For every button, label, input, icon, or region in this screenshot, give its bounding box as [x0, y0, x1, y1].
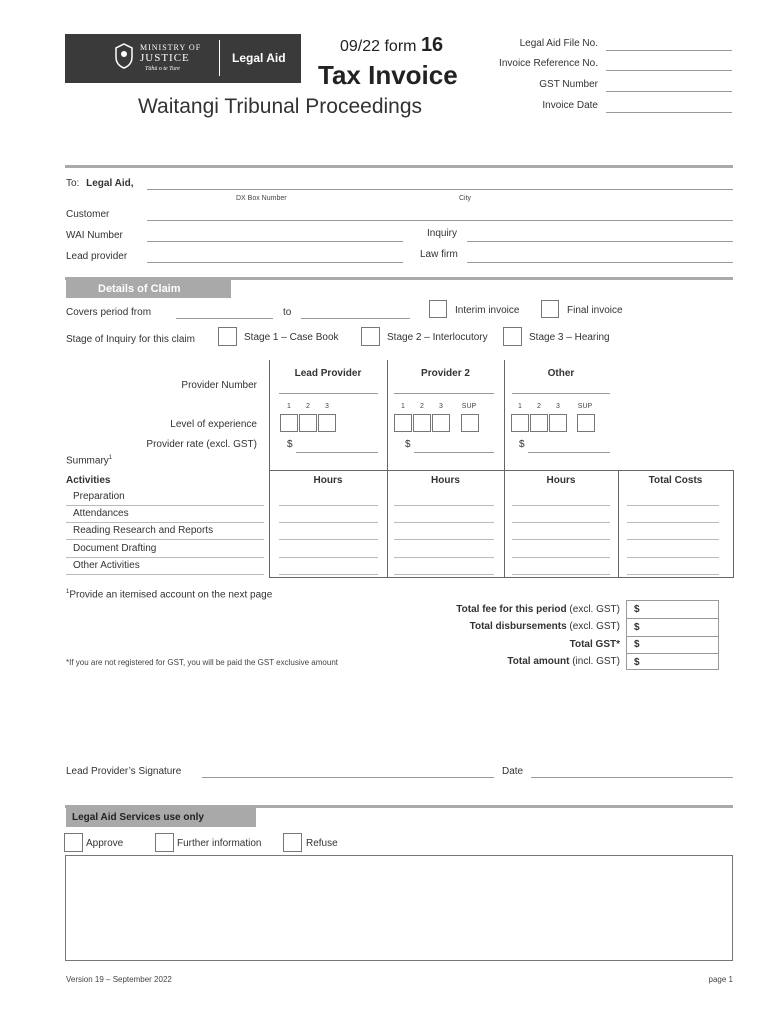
p2-level-sup: SUP	[461, 403, 477, 410]
activity-5-other-field[interactable]	[512, 574, 610, 575]
p2-level-3: 3	[439, 403, 443, 410]
provider2-number-field[interactable]	[394, 393, 494, 394]
totals-box	[626, 600, 719, 670]
other-level-2: 2	[537, 403, 541, 410]
interim-invoice-checkbox[interactable]	[429, 300, 447, 318]
grid-hline-top	[269, 470, 734, 471]
grid-vline-3	[504, 360, 505, 578]
stage-3-checkbox[interactable]	[503, 327, 522, 346]
activity-4-p2-field[interactable]	[394, 557, 494, 558]
period-from-field[interactable]	[176, 318, 273, 319]
further-info-checkbox[interactable]	[155, 833, 174, 852]
activity-preparation: Preparation	[73, 491, 125, 502]
total-amount-label	[380, 656, 620, 667]
activities-heading: Activities	[66, 475, 111, 486]
customer-label: Customer	[66, 209, 110, 220]
other-level-2-checkbox[interactable]	[530, 414, 548, 432]
page-title: Tax Invoice	[318, 60, 458, 90]
header-divider	[65, 165, 733, 168]
itemised-footnote	[66, 589, 272, 600]
activity-4-lead-field[interactable]	[279, 557, 378, 558]
activity-3-other-field[interactable]	[512, 539, 610, 540]
p2-level-3-checkbox[interactable]	[432, 414, 450, 432]
lead-level-3-checkbox[interactable]	[318, 414, 336, 432]
activity-5-total-field[interactable]	[627, 574, 719, 575]
period-to-field[interactable]	[301, 318, 410, 319]
crest-icon	[113, 42, 135, 70]
lead-rate-currency: $	[287, 439, 293, 450]
total-fee-note: (excl. GST)	[566, 604, 620, 615]
other-level-1-checkbox[interactable]	[511, 414, 529, 432]
grid-vline-4	[618, 471, 619, 578]
activity-label-underline	[66, 522, 264, 523]
grid-hline-bottom	[269, 577, 734, 578]
org-name-line2: JUSTICE	[140, 52, 190, 64]
p2-level-2-checkbox[interactable]	[413, 414, 431, 432]
activity-1-total-field[interactable]	[627, 505, 719, 506]
stage-2-checkbox[interactable]	[361, 327, 380, 346]
col-provider-2: Provider 2	[421, 368, 470, 379]
gst-number-field[interactable]	[606, 91, 732, 92]
logo-divider	[219, 40, 220, 76]
other-level-3: 3	[556, 403, 560, 410]
interim-invoice-label: Interim invoice	[455, 305, 520, 316]
stage-3-label: Stage 3 – Hearing	[529, 332, 610, 343]
total-fee-label	[380, 604, 620, 615]
gst-note: *If you are not registered for GST, you will be paid the GST exclusive amount	[66, 658, 338, 667]
stage-1-label: Stage 1 – Case Book	[244, 332, 339, 343]
legal-aid-file-label: Legal Aid File No.	[519, 38, 598, 49]
activity-1-lead-field[interactable]	[279, 505, 378, 506]
org-tagline: Tāhū o te Ture	[145, 66, 180, 72]
form-id-text: 09/22 form	[340, 38, 417, 55]
dx-box-label: DX Box Number	[236, 195, 287, 202]
gst-number-label: GST Number	[539, 79, 598, 90]
col-other: Other	[547, 368, 575, 379]
stage-1-checkbox[interactable]	[218, 327, 237, 346]
final-invoice-label: Final invoice	[567, 305, 623, 316]
grid-vline-2	[387, 360, 388, 578]
activity-5-lead-field[interactable]	[279, 574, 378, 575]
to-address-field[interactable]	[147, 189, 733, 190]
total-disb-bold: Total disbursements	[469, 621, 567, 632]
signature-label: Lead Provider’s Signature	[66, 766, 182, 777]
details-of-claim-heading: Details of Claim	[66, 280, 231, 298]
total-fee-field[interactable]: $	[634, 604, 640, 615]
activity-1-other-field[interactable]	[512, 505, 610, 506]
org-name-line1: MINISTRY OF	[140, 43, 202, 52]
other-provider-number-field[interactable]	[512, 393, 610, 394]
activity-drafting: Document Drafting	[73, 543, 157, 554]
activity-label-underline	[66, 539, 264, 540]
activity-3-lead-field[interactable]	[279, 539, 378, 540]
col-lead-provider: Lead Provider	[294, 368, 362, 379]
totals-divider-2	[627, 636, 718, 637]
total-gst-bold: Total GST*	[569, 639, 620, 650]
signature-date-label: Date	[502, 766, 524, 777]
form-number: 16	[420, 34, 444, 56]
p2-rate-currency: $	[405, 439, 411, 450]
itemised-footnote-text: Provide an itemised account on the next page	[69, 589, 273, 601]
city-label: City	[459, 195, 472, 202]
approve-label: Approve	[86, 838, 124, 849]
summary-label	[66, 455, 112, 466]
total-disbursements-label	[380, 621, 620, 632]
level-of-experience-label: Level of experience	[170, 419, 257, 430]
final-invoice-checkbox[interactable]	[541, 300, 559, 318]
lead-level-1: 1	[287, 403, 291, 410]
lead-level-3: 3	[325, 403, 329, 410]
activity-3-p2-field[interactable]	[394, 539, 494, 540]
total-fee-bold: Total fee for this period	[456, 604, 567, 615]
office-notes-area[interactable]	[65, 855, 733, 961]
totals-divider-1	[627, 618, 718, 619]
activity-label-underline	[66, 557, 264, 558]
signature-date-field[interactable]	[531, 777, 733, 778]
activity-2-p2-field[interactable]	[394, 522, 494, 523]
customer-field[interactable]	[147, 220, 733, 221]
activity-4-total-field[interactable]	[627, 557, 719, 558]
activity-other: Other Activities	[73, 560, 140, 571]
inquiry-field[interactable]	[467, 241, 733, 242]
page-subtitle: Waitangi Tribunal Proceedings	[138, 95, 423, 118]
to-value: Legal Aid,	[86, 178, 134, 189]
lead-provider-label: Lead provider	[66, 251, 128, 262]
page-number: page 1	[708, 975, 733, 984]
hours-col-other: Hours	[546, 475, 576, 486]
activity-label-underline	[66, 574, 264, 575]
lead-level-2-checkbox[interactable]	[299, 414, 317, 432]
refuse-checkbox[interactable]	[283, 833, 302, 852]
total-disb-note: (excl. GST)	[566, 621, 620, 632]
lead-level-2: 2	[306, 403, 310, 410]
total-amount-note: (incl. GST)	[569, 656, 620, 667]
total-amount-field[interactable]: $	[634, 657, 640, 668]
activity-3-total-field[interactable]	[627, 539, 719, 540]
lead-rate-field[interactable]	[296, 452, 378, 453]
total-amount-bold: Total amount	[507, 656, 570, 667]
activity-5-p2-field[interactable]	[394, 574, 494, 575]
approve-checkbox[interactable]	[64, 833, 83, 852]
invoice-ref-field[interactable]	[606, 70, 732, 71]
total-disb-field[interactable]: $	[634, 622, 640, 633]
legal-aid-file-field[interactable]	[606, 50, 732, 51]
other-level-1: 1	[518, 403, 522, 410]
version-text: Version 19 – September 2022	[66, 975, 172, 984]
p2-level-sup-checkbox[interactable]	[461, 414, 479, 432]
invoice-ref-label: Invoice Reference No.	[499, 58, 598, 69]
provider-rate-label: Provider rate (excl. GST)	[146, 439, 257, 450]
law-firm-label: Law firm	[420, 249, 458, 260]
grid-vline-1	[269, 360, 270, 578]
activity-attendances: Attendances	[73, 508, 129, 519]
other-level-3-checkbox[interactable]	[549, 414, 567, 432]
wai-number-label: WAI Number	[66, 230, 123, 241]
lead-provider-number-field[interactable]	[279, 393, 378, 394]
invoice-date-field[interactable]	[606, 112, 732, 113]
inquiry-label: Inquiry	[427, 228, 458, 239]
signature-field[interactable]	[202, 777, 494, 778]
form-id	[340, 34, 443, 57]
activity-2-other-field[interactable]	[512, 522, 610, 523]
total-gst-field[interactable]: $	[634, 639, 640, 650]
activity-2-lead-field[interactable]	[279, 522, 378, 523]
wai-number-field[interactable]	[147, 241, 403, 242]
other-rate-currency: $	[519, 439, 525, 450]
refuse-label: Refuse	[306, 838, 338, 849]
activity-1-p2-field[interactable]	[394, 505, 494, 506]
p2-rate-field[interactable]	[414, 452, 494, 453]
lead-level-1-checkbox[interactable]	[280, 414, 298, 432]
brand-name: Legal Aid	[232, 51, 286, 65]
total-costs-col: Total Costs	[648, 475, 703, 486]
law-firm-field[interactable]	[467, 262, 733, 263]
summary-footnote-ref: 1	[108, 455, 113, 461]
p2-level-2: 2	[420, 403, 424, 410]
invoice-date-label: Invoice Date	[542, 100, 598, 111]
lead-provider-field[interactable]	[147, 262, 403, 263]
office-use-heading: Legal Aid Services use only	[66, 808, 256, 827]
other-level-sup: SUP	[577, 403, 593, 410]
activity-4-other-field[interactable]	[512, 557, 610, 558]
stage-of-inquiry-label: Stage of Inquiry for this claim	[66, 334, 195, 345]
covers-period-label: Covers period from	[66, 307, 152, 318]
activity-label-underline	[66, 505, 264, 506]
provider-number-label: Provider Number	[181, 380, 257, 391]
further-info-label: Further information	[177, 838, 262, 849]
p2-level-1-checkbox[interactable]	[394, 414, 412, 432]
summary-label-text: Summary	[66, 455, 109, 467]
activity-2-total-field[interactable]	[627, 522, 719, 523]
total-gst-label	[380, 639, 620, 650]
stage-2-label: Stage 2 – Interlocutory	[387, 332, 488, 343]
hours-col-lead: Hours	[313, 475, 343, 486]
to-label-text: To:	[66, 178, 80, 189]
other-level-sup-checkbox[interactable]	[577, 414, 595, 432]
p2-level-1: 1	[401, 403, 405, 410]
to-label	[66, 178, 134, 189]
hours-col-p2: Hours	[431, 475, 460, 486]
period-to-label: to	[283, 307, 292, 318]
totals-divider-3	[627, 653, 718, 654]
grid-vline-5	[733, 471, 734, 578]
legal-aid-logo	[65, 34, 301, 83]
itemised-footnote-ref: 1	[66, 589, 70, 595]
other-rate-field[interactable]	[528, 452, 610, 453]
activity-reading: Reading Research and Reports	[73, 525, 214, 536]
